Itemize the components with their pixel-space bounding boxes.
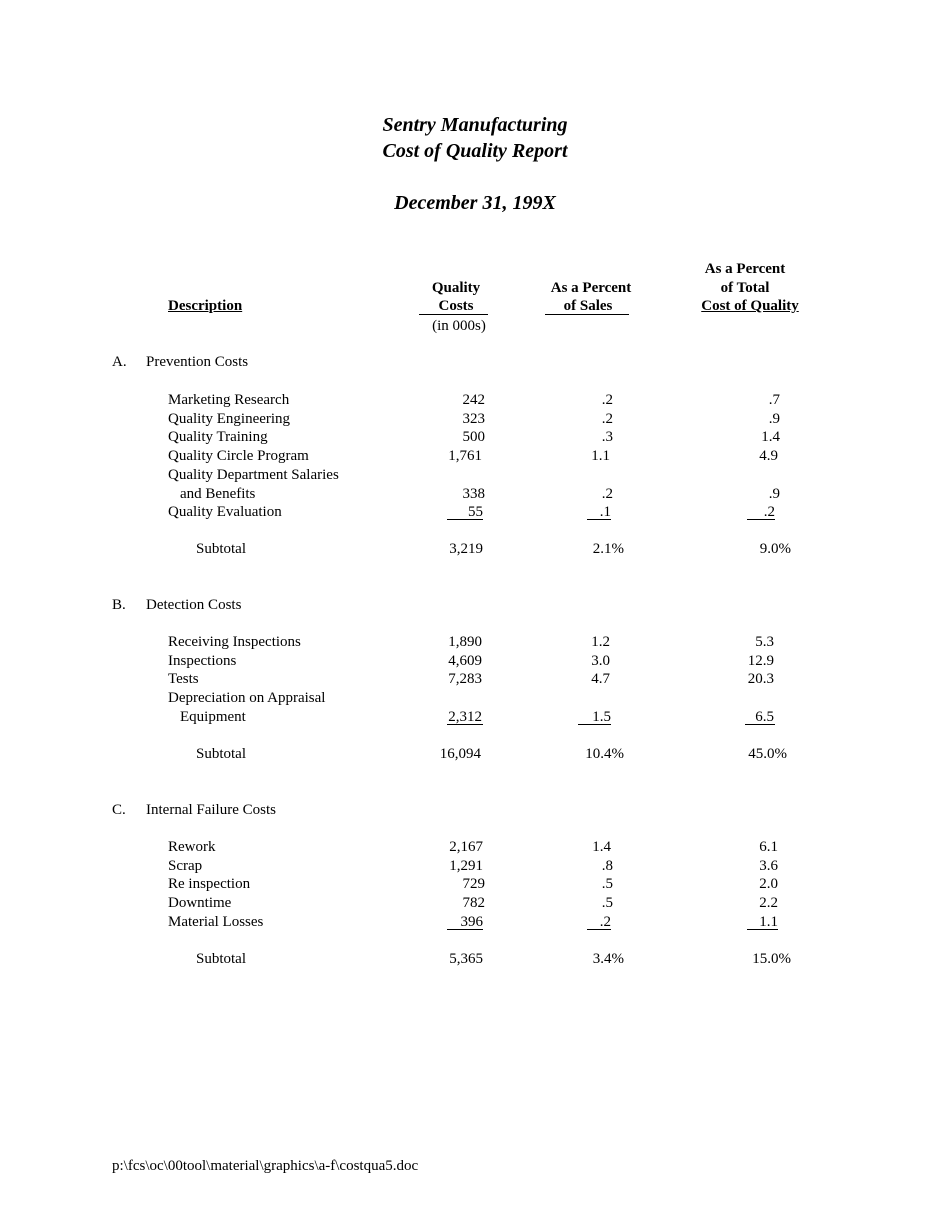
header-sales-line2: of Sales — [563, 298, 613, 314]
row-label: Quality Circle Program — [168, 448, 309, 464]
row-cost: 242 — [462, 392, 485, 408]
subtotal-cost: 5,365 — [449, 951, 483, 967]
row-pct-total: 6.5 — [755, 709, 774, 725]
row-pct-sales: .1 — [599, 504, 611, 520]
subtotal-pct-sales: 10.4% — [585, 746, 624, 762]
row-cost: 1,761 — [448, 448, 482, 464]
subtotal-cost: 3,219 — [449, 541, 483, 557]
row-cost: 4,609 — [448, 653, 482, 669]
row-pct-sales: .2 — [601, 392, 613, 408]
subtotal-pct-sales: 3.4% — [592, 951, 624, 967]
row-cost: 396 — [460, 914, 483, 930]
section-title: Internal Failure Costs — [146, 802, 276, 818]
row-label: Scrap — [168, 858, 203, 874]
row-pct-total: 2.2 — [759, 895, 778, 911]
row-pct-total: 5.3 — [755, 634, 774, 650]
row-pct-total: 1.4 — [761, 429, 780, 445]
report-date: December 31, 199X — [394, 192, 556, 214]
subtotal-pct-total: 15.0% — [752, 951, 791, 967]
footer-file-path: p:\fcs\oc\00tool\material\graphics\a-f\costqua5.doc — [112, 1158, 419, 1174]
subtotal-label: Subtotal — [196, 746, 247, 762]
header-quality-line1: Quality — [431, 280, 481, 296]
company-name: Sentry Manufacturing — [382, 114, 568, 136]
row-label: Tests — [168, 671, 199, 687]
row-cost: 729 — [462, 876, 485, 892]
row-pct-sales: 1.2 — [591, 634, 610, 650]
subtotal-label: Subtotal — [196, 541, 247, 557]
row-pct-sales: .8 — [601, 858, 613, 874]
column-total-rule — [745, 724, 775, 725]
row-cost: 7,283 — [448, 671, 482, 687]
column-total-rule — [447, 929, 483, 930]
row-pct-sales: .3 — [601, 429, 613, 445]
row-pct-sales: 3.0 — [591, 653, 610, 669]
row-label: Quality Evaluation — [168, 504, 282, 520]
row-pct-total: 20.3 — [747, 671, 774, 687]
row-pct-total: 6.1 — [759, 839, 778, 855]
header-total-line2: of Total — [720, 280, 770, 296]
section-letter: C. — [112, 802, 126, 818]
row-label: Depreciation on Appraisal — [168, 690, 326, 706]
column-total-rule — [447, 519, 483, 520]
report-title: Cost of Quality Report — [382, 140, 568, 162]
header-quality-line2: Costs — [438, 298, 474, 314]
row-label: Inspections — [168, 653, 237, 669]
row-cost: 1,291 — [449, 858, 483, 874]
row-label: and Benefits — [180, 486, 256, 502]
row-pct-sales: .5 — [601, 895, 613, 911]
row-pct-total: .9 — [768, 411, 780, 427]
row-label: Quality Engineering — [168, 411, 291, 427]
row-pct-sales: 1.1 — [591, 448, 610, 464]
row-cost: 1,890 — [448, 634, 482, 650]
row-label: Downtime — [168, 895, 232, 911]
row-label: Quality Training — [168, 429, 268, 445]
row-pct-sales: 4.7 — [591, 671, 610, 687]
row-label: Equipment — [180, 709, 246, 725]
header-sales-underline — [545, 314, 629, 315]
header-description: Description — [168, 298, 243, 314]
header-total-line3: Cost of Quality — [701, 298, 799, 314]
column-total-rule — [587, 519, 611, 520]
section-letter: A. — [112, 354, 127, 370]
row-pct-total: 2.0 — [759, 876, 778, 892]
column-total-rule — [747, 929, 778, 930]
column-total-rule — [447, 724, 483, 725]
row-cost: 500 — [462, 429, 485, 445]
row-pct-total: 4.9 — [759, 448, 778, 464]
row-label: Quality Department Salaries — [168, 467, 339, 483]
subtotal-cost: 16,094 — [439, 746, 481, 762]
header-sales-line1: As a Percent — [550, 280, 632, 296]
row-label: Marketing Research — [168, 392, 290, 408]
row-pct-total: .7 — [768, 392, 780, 408]
subtotal-label: Subtotal — [196, 951, 247, 967]
row-pct-sales: .2 — [601, 411, 613, 427]
header-quality-underline — [419, 314, 488, 315]
row-pct-total: 1.1 — [759, 914, 778, 930]
row-label: Material Losses — [168, 914, 264, 930]
row-pct-sales: 1.4 — [592, 839, 611, 855]
row-pct-total: 3.6 — [759, 858, 778, 874]
row-label: Rework — [168, 839, 216, 855]
row-pct-sales: .5 — [601, 876, 613, 892]
column-total-rule — [578, 724, 611, 725]
row-pct-sales: .2 — [601, 486, 613, 502]
row-cost: 55 — [468, 504, 483, 520]
subtotal-pct-sales: 2.1% — [592, 541, 624, 557]
row-pct-sales: 1.5 — [592, 709, 611, 725]
column-total-rule — [587, 929, 611, 930]
section-title: Prevention Costs — [146, 354, 249, 370]
section-title: Detection Costs — [146, 597, 242, 613]
subtotal-pct-total: 45.0% — [748, 746, 787, 762]
row-cost: 323 — [462, 411, 485, 427]
row-pct-sales: .2 — [599, 914, 611, 930]
row-cost: 2,312 — [448, 709, 482, 725]
row-label: Receiving Inspections — [168, 634, 301, 650]
header-units: (in 000s) — [432, 318, 486, 334]
section-letter: B. — [112, 597, 126, 613]
header-total-line1: As a Percent — [704, 261, 786, 277]
row-pct-total: .9 — [768, 486, 780, 502]
row-cost: 338 — [462, 486, 485, 502]
row-label: Re inspection — [168, 876, 251, 892]
row-cost: 782 — [462, 895, 485, 911]
row-cost: 2,167 — [449, 839, 483, 855]
column-total-rule — [747, 519, 775, 520]
row-pct-total: .2 — [763, 504, 775, 520]
row-pct-total: 12.9 — [747, 653, 774, 669]
subtotal-pct-total: 9.0% — [759, 541, 791, 557]
